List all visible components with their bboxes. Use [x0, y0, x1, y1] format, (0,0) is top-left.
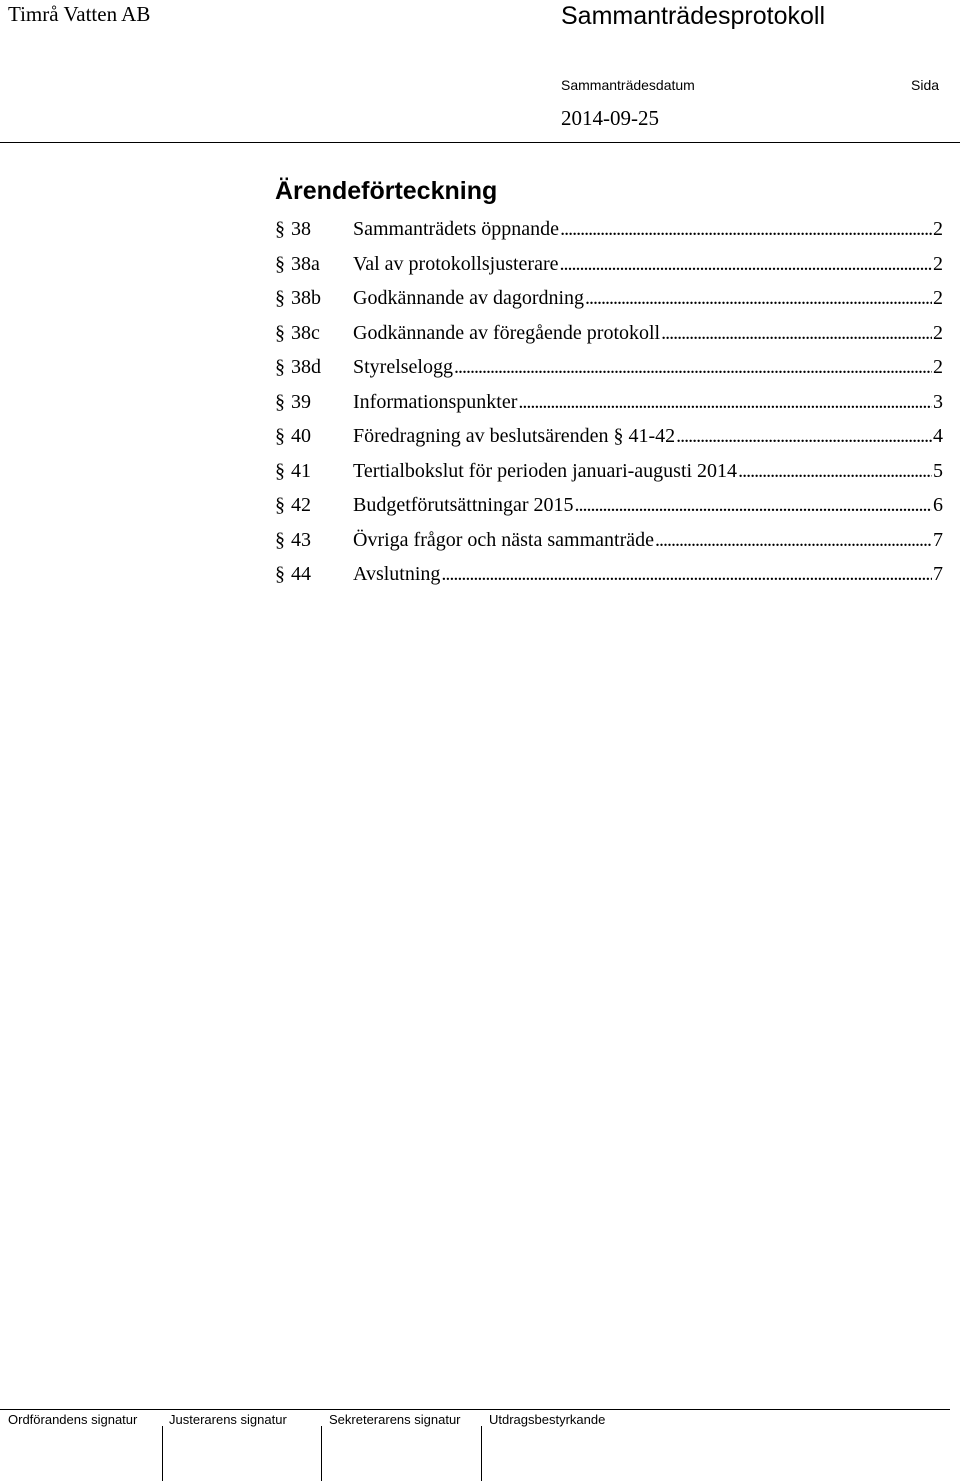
toc-entry-number	[275, 419, 353, 454]
signature-box-divider	[321, 1426, 322, 1481]
toc-entry-page: 4	[933, 425, 943, 447]
dot-leader	[738, 454, 932, 489]
paragraph-sign: §	[275, 218, 285, 240]
dot-leader	[560, 247, 933, 282]
chair-signature-label: Ordförandens signatur	[8, 1412, 138, 1427]
toc-entry-title: Övriga frågor och nästa sammanträde	[353, 528, 654, 551]
toc-entry-number	[275, 454, 353, 489]
toc-entry-page: 2	[933, 321, 943, 344]
toc-entry-title: Informationspunkter	[353, 390, 518, 413]
dot-leader	[655, 523, 932, 558]
toc-entry-title: Föredragning av beslutsärenden § 41-42	[353, 425, 676, 447]
toc-entry-number	[275, 316, 353, 351]
paragraph-sign: §	[275, 252, 285, 275]
extract-certification-label: Utdragsbestyrkande	[489, 1412, 606, 1427]
toc-entry-page: 3	[933, 390, 943, 413]
paragraph-sign: §	[275, 563, 285, 585]
toc-entry[interactable]	[275, 281, 943, 316]
toc-entry[interactable]	[275, 350, 943, 385]
toc-entry-number	[275, 488, 353, 523]
secretary-signature-label: Sekreterarens signatur	[329, 1412, 461, 1427]
dot-leader	[661, 316, 932, 351]
organization-name: Timrå Vatten AB	[8, 2, 151, 26]
toc-entry-page: 5	[933, 459, 943, 482]
toc-entry-number	[275, 523, 353, 558]
toc-entry[interactable]	[275, 212, 943, 247]
toc-entry[interactable]	[275, 419, 943, 454]
toc-list	[275, 212, 943, 592]
paragraph-sign: §	[275, 528, 285, 551]
item-number: 41	[291, 459, 311, 482]
adjuster-signature-label: Justerarens signatur	[169, 1412, 287, 1427]
dot-leader	[585, 281, 932, 316]
meeting-date-value: 2014-09-25	[561, 106, 659, 130]
item-number: 38	[291, 218, 311, 240]
toc-entry-title: Val av protokollsjusterare	[353, 252, 559, 275]
toc-entry-title: Styrelselogg	[353, 356, 453, 378]
dot-leader	[560, 212, 932, 247]
toc-entry[interactable]	[275, 385, 943, 420]
dot-leader	[518, 385, 932, 420]
dot-leader	[676, 419, 932, 454]
signature-footer	[0, 1409, 950, 1481]
toc-entry-number	[275, 557, 353, 592]
dot-leader	[441, 557, 932, 592]
toc-entry[interactable]	[275, 488, 943, 523]
header-divider	[0, 142, 960, 143]
item-number: 44	[291, 563, 311, 585]
toc-entry-title: Budgetförutsättningar 2015	[353, 494, 574, 516]
toc-entry[interactable]	[275, 247, 943, 282]
paragraph-sign: §	[275, 390, 285, 413]
toc-entry-title: Godkännande av dagordning	[353, 287, 585, 309]
paragraph-sign: §	[275, 356, 285, 378]
toc-entry-page: 2	[933, 218, 943, 240]
toc-entry-title: Avslutning	[353, 563, 441, 585]
toc-entry-number	[275, 350, 353, 385]
paragraph-sign: §	[275, 321, 285, 344]
item-number: 38c	[291, 321, 320, 344]
paragraph-sign: §	[275, 459, 285, 482]
paragraph-sign: §	[275, 494, 285, 516]
item-number: 38b	[291, 287, 321, 309]
toc-entry-page: 2	[933, 287, 943, 309]
toc-entry-number	[275, 212, 353, 247]
item-number: 40	[291, 425, 311, 447]
toc-entry[interactable]	[275, 557, 943, 592]
toc-entry-title: Tertialbokslut för perioden januari-augusti 2014	[353, 459, 738, 482]
toc-entry-page: 7	[933, 528, 943, 551]
document-type: Sammanträdesprotokoll	[561, 2, 826, 30]
dot-leader	[575, 488, 932, 523]
item-number: 43	[291, 528, 311, 551]
item-number: 39	[291, 390, 311, 413]
toc-entry-page: 7	[933, 563, 943, 585]
paragraph-sign: §	[275, 425, 285, 447]
dot-leader	[454, 350, 932, 385]
toc-entry-title: Sammanträdets öppnande	[353, 218, 560, 240]
paragraph-sign: §	[275, 287, 285, 309]
toc-title: Ärendeförteckning	[275, 177, 498, 205]
toc-entry[interactable]	[275, 316, 943, 351]
toc-entry[interactable]	[275, 454, 943, 489]
toc-entry-number	[275, 247, 353, 282]
signature-box-divider	[481, 1426, 482, 1481]
toc-entry-page: 2	[933, 252, 943, 275]
page-label: Sida	[911, 77, 940, 93]
meeting-date-label: Sammanträdesdatum	[561, 77, 695, 93]
toc-entry[interactable]	[275, 523, 943, 558]
toc-entry-page: 6	[933, 494, 943, 516]
toc-entry-title: Godkännande av föregående protokoll	[353, 321, 661, 344]
toc-entry-number	[275, 281, 353, 316]
item-number: 42	[291, 494, 311, 516]
toc-entry-number	[275, 385, 353, 420]
item-number: 38d	[291, 356, 321, 378]
footer-divider	[0, 1409, 950, 1410]
item-number: 38a	[291, 252, 320, 275]
toc-entry-page: 2	[933, 356, 943, 378]
signature-box-divider	[162, 1426, 163, 1481]
